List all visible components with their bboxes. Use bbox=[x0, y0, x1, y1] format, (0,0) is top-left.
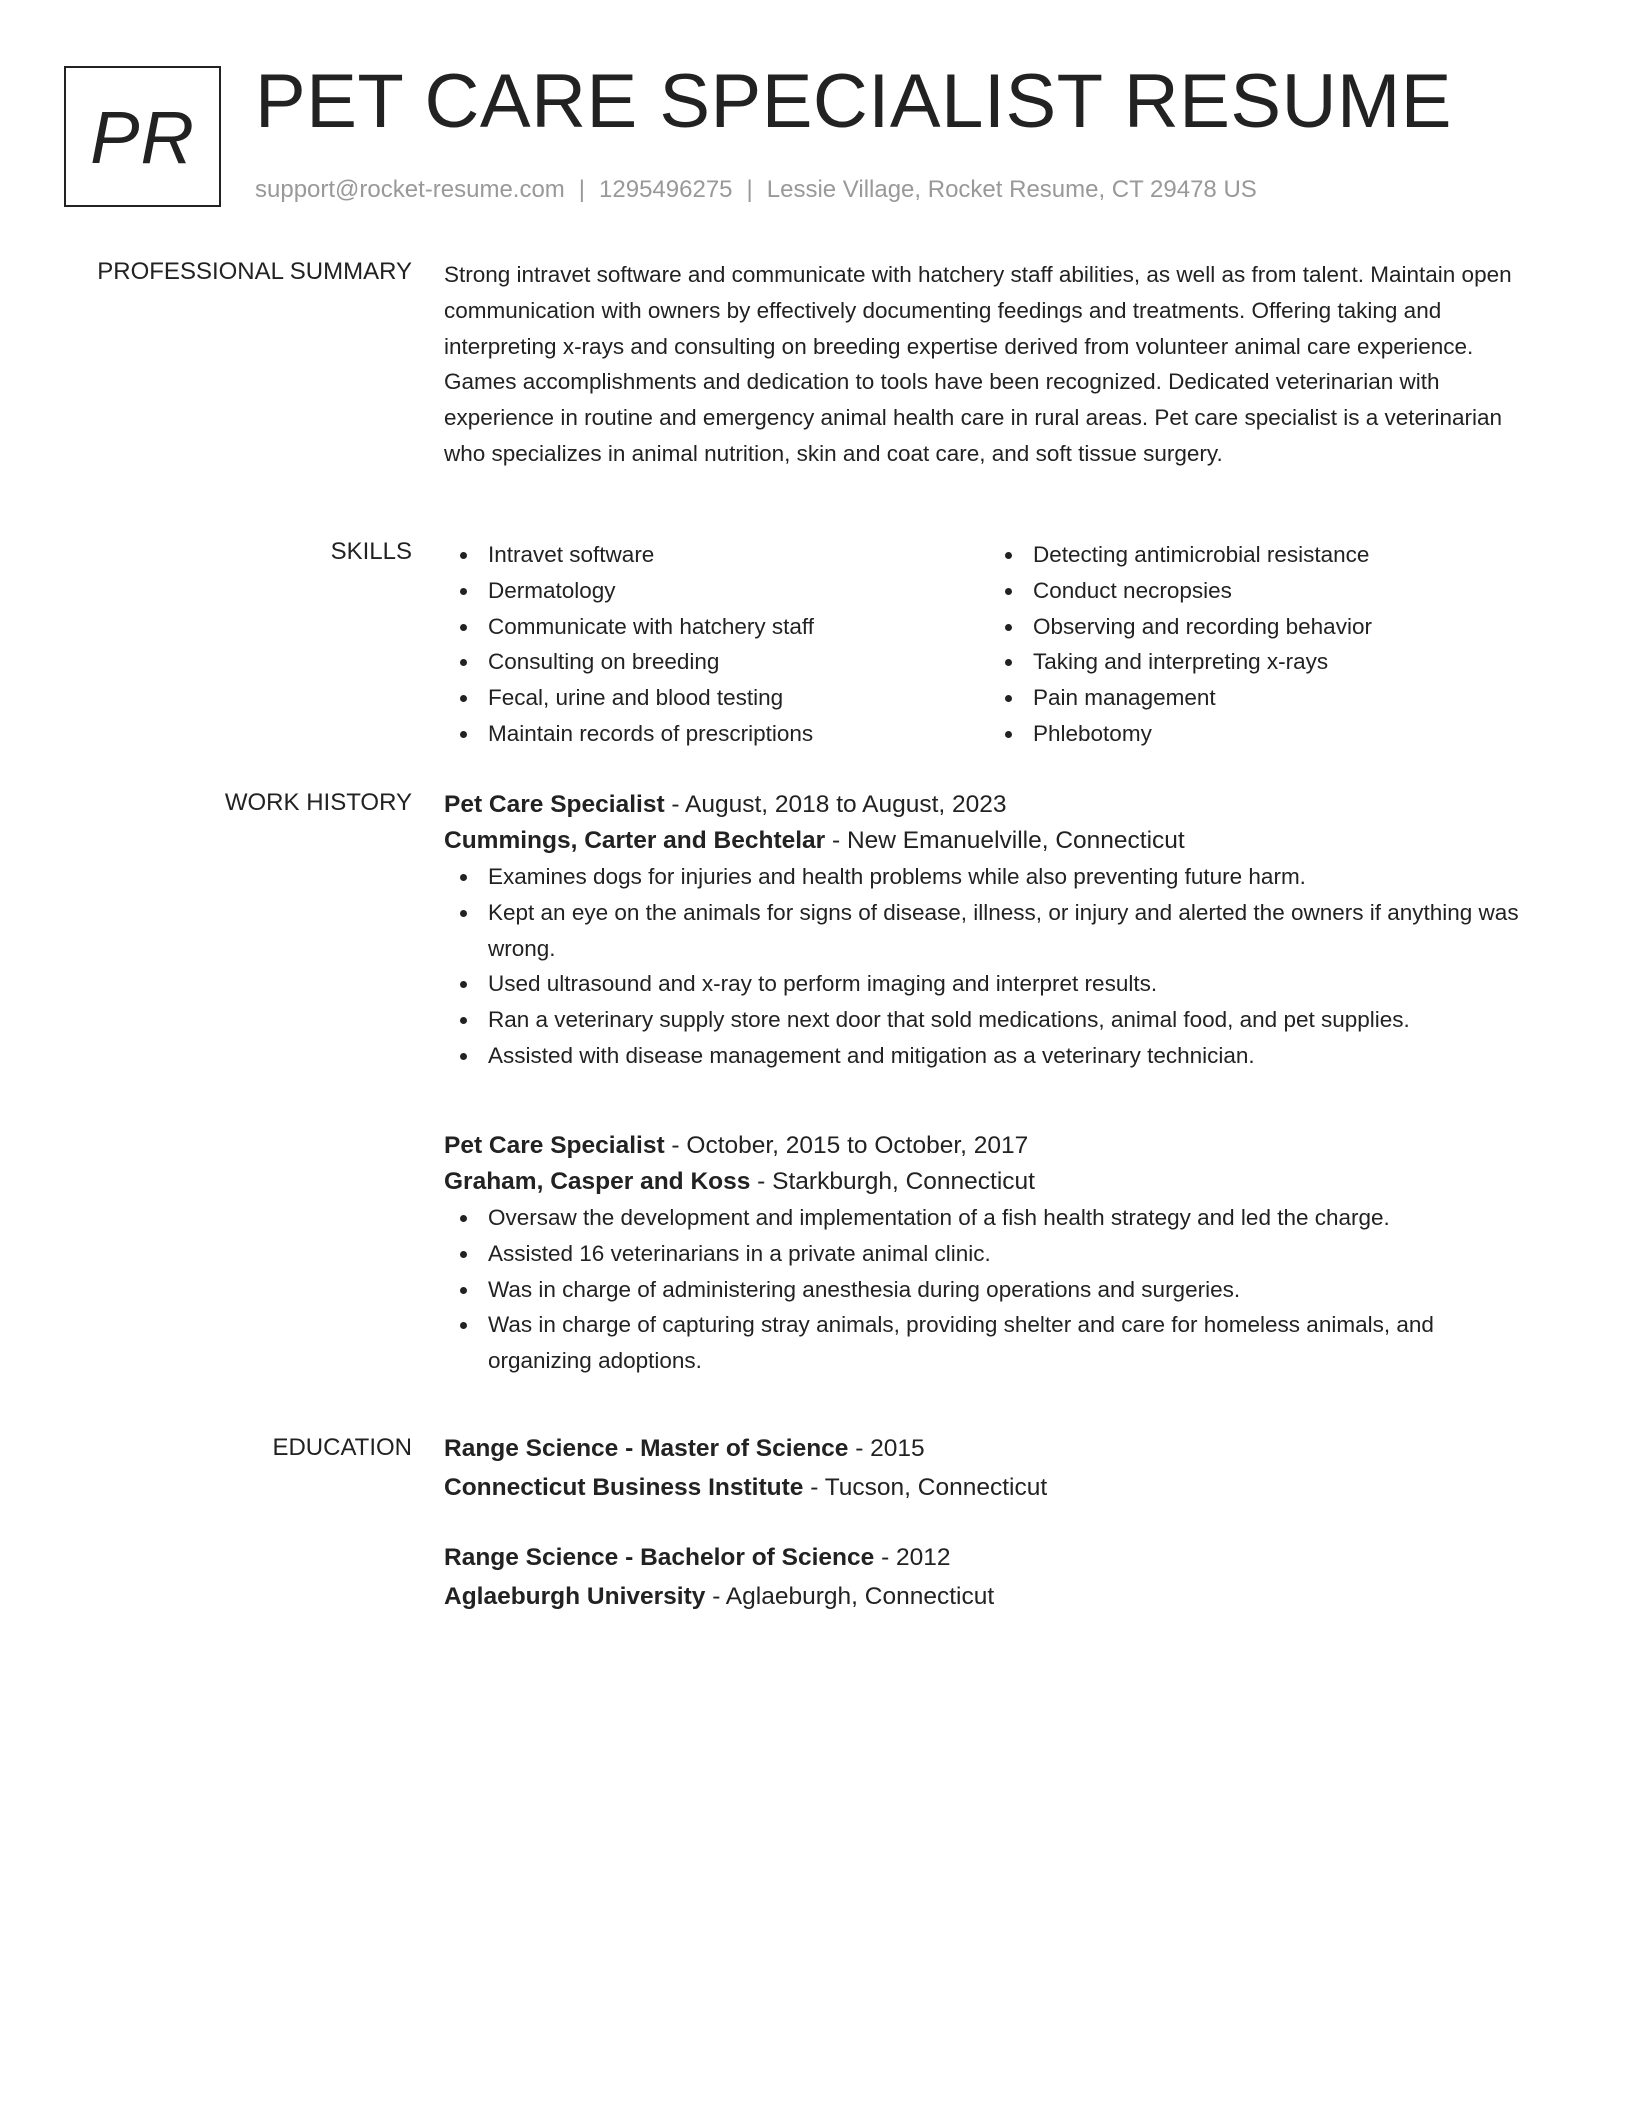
skill-item: Consulting on breeding bbox=[444, 644, 989, 680]
job-dates: - August, 2018 to August, 2023 bbox=[664, 791, 1007, 818]
school-line bbox=[444, 1579, 1534, 1615]
skill-item: Dermatology bbox=[444, 573, 989, 609]
job-duty: Used ultrasound and x-ray to perform imaging and interpret results. bbox=[444, 966, 1534, 1002]
education-entry bbox=[444, 1540, 1534, 1615]
job-title-line bbox=[444, 1128, 1534, 1164]
job-company-line bbox=[444, 823, 1534, 859]
skill-item: Maintain records of prescriptions bbox=[444, 716, 989, 752]
job-company: Cummings, Carter and Bechtelar bbox=[444, 827, 826, 854]
contact-separator: | bbox=[578, 176, 586, 203]
skill-item: Detecting antimicrobial resistance bbox=[989, 537, 1534, 573]
skill-item: Observing and recording behavior bbox=[989, 609, 1534, 645]
job-entry bbox=[444, 1128, 1534, 1379]
job-duties-list bbox=[444, 1200, 1534, 1379]
school: Aglaeburgh University bbox=[444, 1583, 706, 1610]
education-entry bbox=[444, 1431, 1534, 1506]
skills-heading: SKILLS bbox=[330, 538, 412, 565]
degree-line bbox=[444, 1431, 1534, 1467]
degree-year: - 2012 bbox=[874, 1544, 951, 1571]
job-duty: Was in charge of administering anesthesia during operations and surgeries. bbox=[444, 1272, 1534, 1308]
skill-item: Conduct necropsies bbox=[989, 573, 1534, 609]
job-duty: Oversaw the development and implementation of a fish health strategy and led the charge. bbox=[444, 1200, 1534, 1236]
job-company-line bbox=[444, 1164, 1534, 1200]
degree-year: - 2015 bbox=[848, 1435, 925, 1462]
degree: Range Science - Bachelor of Science bbox=[444, 1544, 875, 1571]
job-duties-list bbox=[444, 859, 1534, 1074]
job-duty: Was in charge of capturing stray animals, providing shelter and care for homeless animals, and organizing adoptions. bbox=[444, 1307, 1534, 1379]
degree-line bbox=[444, 1540, 1534, 1576]
summary-text: Strong intravet software and communicate with hatchery staff abilities, as well as from talent. Maintain open communication with owners by effectively documenting feedings and treatments. Offering taking and interpreting x-rays and consulting on breeding expertise derived from volunteer animal care experience. Games accomplishments and dedication to tools have been recognized. Dedicated veterinarian with experience in routine and emergency animal health care in rural areas. Pet care specialist is a veterinarian who specializes in animal nutrition, skin and coat care, and soft tissue surgery. bbox=[444, 262, 1512, 466]
job-title-line bbox=[444, 787, 1534, 823]
skill-item: Pain management bbox=[989, 680, 1534, 716]
work-history-heading: WORK HISTORY bbox=[224, 789, 412, 816]
school-line bbox=[444, 1470, 1534, 1506]
summary-heading: PROFESSIONAL SUMMARY bbox=[97, 258, 412, 285]
contact-phone[interactable]: 1295496275 bbox=[599, 176, 733, 203]
monogram-box bbox=[64, 66, 221, 207]
school: Connecticut Business Institute bbox=[444, 1474, 804, 1501]
contact-email[interactable]: support@rocket-resume.com bbox=[255, 176, 565, 203]
job-dates: - October, 2015 to October, 2017 bbox=[664, 1132, 1029, 1159]
job-location: - Starkburgh, Connecticut bbox=[750, 1168, 1035, 1195]
job-duty: Assisted with disease management and mitigation as a veterinary technician. bbox=[444, 1038, 1534, 1074]
school-location: - Aglaeburgh, Connecticut bbox=[705, 1583, 995, 1610]
skill-item: Intravet software bbox=[444, 537, 989, 573]
monogram-initials: PR bbox=[90, 95, 195, 179]
skill-item: Fecal, urine and blood testing bbox=[444, 680, 989, 716]
skills-list-right bbox=[989, 537, 1534, 752]
contact-address: Lessie Village, Rocket Resume, CT 29478 US bbox=[766, 176, 1257, 203]
job-entry bbox=[444, 787, 1534, 1074]
skills-list-left bbox=[444, 537, 989, 752]
job-location: - New Emanuelville, Connecticut bbox=[825, 827, 1185, 854]
skill-item: Phlebotomy bbox=[989, 716, 1534, 752]
resume-title: PET CARE SPECIALIST RESUME bbox=[255, 59, 1452, 144]
contact-separator: | bbox=[746, 176, 753, 203]
job-duty: Assisted 16 veterinarians in a private animal clinic. bbox=[444, 1236, 1534, 1272]
job-duty: Ran a veterinary supply store next door that sold medications, animal food, and pet supplies. bbox=[444, 1002, 1534, 1038]
education-heading: EDUCATION bbox=[272, 1434, 412, 1461]
contact-line bbox=[255, 175, 1257, 205]
skill-item: Taking and interpreting x-rays bbox=[989, 644, 1534, 680]
degree: Range Science - Master of Science bbox=[444, 1435, 849, 1462]
job-duty: Examines dogs for injuries and health problems while also preventing future harm. bbox=[444, 859, 1534, 895]
school-location: - Tucson, Connecticut bbox=[803, 1474, 1048, 1501]
job-company: Graham, Casper and Koss bbox=[444, 1168, 751, 1195]
skill-item: Communicate with hatchery staff bbox=[444, 609, 989, 645]
job-title: Pet Care Specialist bbox=[444, 1132, 665, 1159]
job-duty: Kept an eye on the animals for signs of disease, illness, or injury and alerted the owners if anything was wrong. bbox=[444, 895, 1534, 967]
job-title: Pet Care Specialist bbox=[444, 791, 665, 818]
